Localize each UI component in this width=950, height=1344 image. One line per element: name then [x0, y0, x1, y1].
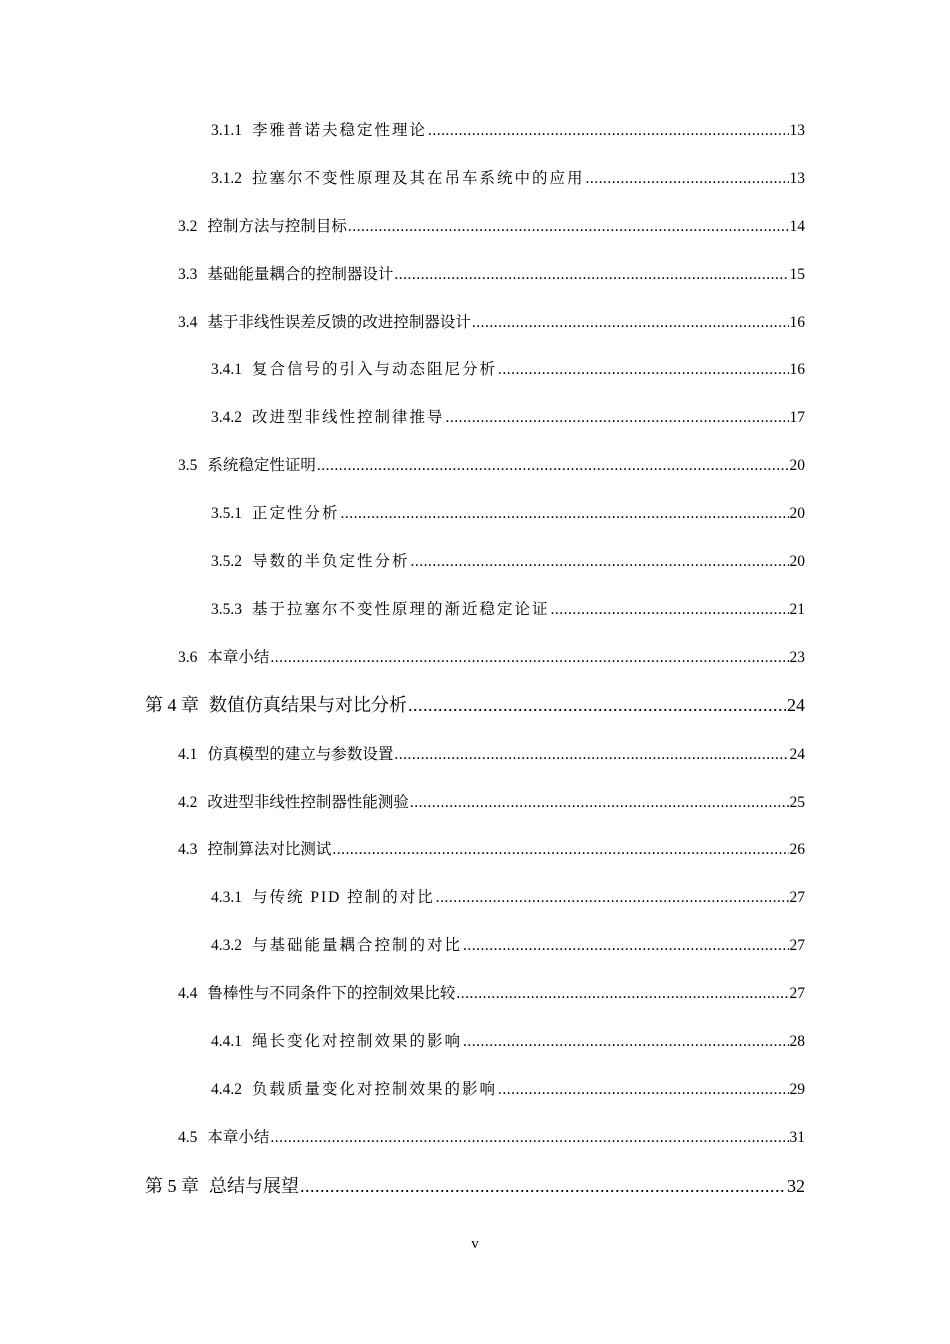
toc-number: 3.4 — [178, 314, 198, 331]
toc-page: 26 — [789, 841, 805, 858]
toc-page: 27 — [789, 889, 805, 906]
toc-page: 24 — [787, 695, 805, 715]
dot-leader — [498, 361, 788, 379]
toc-title: 绳长变化对控制效果的影响 — [252, 1033, 463, 1050]
toc-number: 4.2 — [178, 794, 198, 811]
toc-title: 改进型非线性控制器性能测验 — [207, 794, 409, 811]
toc-entry[interactable] — [178, 837, 805, 859]
toc-page: 13 — [789, 170, 805, 187]
dot-leader — [586, 170, 789, 188]
toc-number: 第 4 章 — [145, 695, 199, 715]
toc-title: 正定性分析 — [252, 505, 340, 522]
toc-title: 总结与展望 — [209, 1176, 299, 1196]
toc-number: 3.6 — [178, 649, 198, 666]
toc-number: 3.3 — [178, 266, 198, 283]
toc-page: 17 — [789, 409, 805, 426]
toc-page: 23 — [789, 649, 805, 666]
toc-number: 3.5.2 — [211, 553, 242, 570]
dot-leader — [463, 937, 788, 955]
toc-number: 3.5 — [178, 457, 198, 474]
dot-leader — [411, 553, 789, 571]
toc-page: 16 — [789, 361, 805, 378]
dot-leader — [436, 889, 789, 907]
toc-number: 4.3 — [178, 841, 198, 858]
toc-page: 29 — [789, 1081, 805, 1098]
toc-entry[interactable] — [211, 501, 805, 523]
toc-number: 4.3.2 — [211, 937, 242, 954]
toc-number: 3.1.1 — [211, 122, 242, 139]
toc-page: 31 — [789, 1129, 805, 1146]
dot-leader — [300, 1176, 786, 1197]
toc-title: 改进型非线性控制律推导 — [252, 409, 445, 426]
page-number: v — [471, 1236, 479, 1252]
toc-entry[interactable] — [211, 166, 805, 188]
toc-entry[interactable] — [211, 1029, 805, 1051]
toc-entry[interactable] — [178, 310, 805, 332]
toc-entry[interactable] — [178, 742, 805, 764]
toc-title: 基于非线性误差反馈的改进控制器设计 — [207, 314, 471, 331]
toc-number: 3.2 — [178, 218, 198, 235]
toc-number: 4.4.2 — [211, 1081, 242, 1098]
dot-leader — [446, 409, 789, 427]
toc-title: 复合信号的引入与动态阻尼分析 — [252, 361, 498, 378]
toc-entry[interactable] — [211, 1077, 805, 1099]
toc-title: 负载质量变化对控制效果的影响 — [252, 1081, 498, 1098]
toc-page: 32 — [787, 1176, 805, 1196]
dot-leader — [348, 218, 789, 236]
toc-entry[interactable] — [178, 790, 805, 812]
toc-number: 4.5 — [178, 1129, 198, 1146]
dot-leader — [394, 746, 788, 764]
toc-entry[interactable] — [211, 597, 805, 619]
toc-entry[interactable] — [211, 118, 805, 140]
dot-leader — [456, 985, 788, 1003]
toc-page: 20 — [789, 553, 805, 570]
toc-title: 与传统 PID 控制的对比 — [252, 889, 435, 906]
toc-page: 16 — [789, 314, 805, 331]
toc-title: 李雅普诺夫稳定性理论 — [252, 122, 428, 139]
toc-page: 14 — [789, 218, 805, 235]
dot-leader — [410, 794, 789, 812]
toc-entry[interactable] — [178, 981, 805, 1003]
toc-page: 25 — [789, 794, 805, 811]
toc-number: 3.1.2 — [211, 170, 242, 187]
dot-leader — [463, 1033, 788, 1051]
toc-page: 15 — [789, 266, 805, 283]
dot-leader — [408, 695, 786, 716]
toc-title: 鲁棒性与不同条件下的控制效果比较 — [207, 985, 456, 1002]
toc-number: 3.5.3 — [211, 601, 242, 618]
toc-title: 本章小结 — [207, 1129, 270, 1146]
toc-entry[interactable] — [178, 214, 805, 236]
toc-entry[interactable] — [178, 453, 805, 475]
toc-entry[interactable] — [178, 262, 805, 284]
toc-title: 拉塞尔不变性原理及其在吊车系统中的应用 — [252, 170, 585, 187]
toc-entry[interactable] — [178, 1125, 805, 1147]
dot-leader — [341, 505, 789, 523]
dot-leader — [394, 266, 788, 284]
toc-title: 控制方法与控制目标 — [207, 218, 347, 235]
toc-entry[interactable] — [211, 933, 805, 955]
toc-title: 数值仿真结果与对比分析 — [209, 695, 407, 715]
dot-leader — [551, 601, 789, 619]
toc-number: 4.4.1 — [211, 1033, 242, 1050]
toc-title: 控制算法对比测试 — [207, 841, 332, 858]
toc-entry[interactable] — [178, 645, 805, 667]
toc-number: 3.5.1 — [211, 505, 242, 522]
toc-title: 基于拉塞尔不变性原理的渐近稳定论证 — [252, 601, 550, 618]
toc-page: 20 — [789, 505, 805, 522]
toc-number: 第 5 章 — [145, 1176, 199, 1196]
toc-number: 3.4.1 — [211, 361, 242, 378]
toc-entry[interactable] — [211, 885, 805, 907]
toc-page: 20 — [789, 457, 805, 474]
toc-entry[interactable] — [211, 357, 805, 379]
toc-title: 导数的半负定性分析 — [252, 553, 410, 570]
dot-leader — [270, 649, 788, 667]
toc-title: 基础能量耦合的控制器设计 — [207, 266, 394, 283]
toc-number: 3.4.2 — [211, 409, 242, 426]
toc-number: 4.1 — [178, 746, 198, 763]
toc-page: 21 — [789, 601, 805, 618]
toc-title: 与基础能量耦合控制的对比 — [252, 937, 463, 954]
toc-title: 系统稳定性证明 — [207, 457, 316, 474]
toc-page: 24 — [789, 746, 805, 763]
toc-page: 28 — [789, 1033, 805, 1050]
dot-leader — [317, 457, 789, 475]
dot-leader — [428, 122, 788, 140]
toc-page: 27 — [789, 985, 805, 1002]
toc-number: 4.4 — [178, 985, 198, 1002]
toc-title: 仿真模型的建立与参数设置 — [207, 746, 394, 763]
toc-entry[interactable] — [211, 405, 805, 427]
toc-entry[interactable] — [211, 549, 805, 571]
toc-page: 13 — [789, 122, 805, 139]
toc-page: 27 — [789, 937, 805, 954]
toc-title: 本章小结 — [207, 649, 270, 666]
dot-leader — [270, 1129, 788, 1147]
dot-leader — [498, 1081, 788, 1099]
dot-leader — [472, 314, 789, 332]
toc-chapter-entry[interactable] — [145, 691, 805, 717]
toc-number: 4.3.1 — [211, 889, 242, 906]
toc-chapter-entry[interactable] — [145, 1172, 805, 1198]
dot-leader — [332, 841, 788, 859]
